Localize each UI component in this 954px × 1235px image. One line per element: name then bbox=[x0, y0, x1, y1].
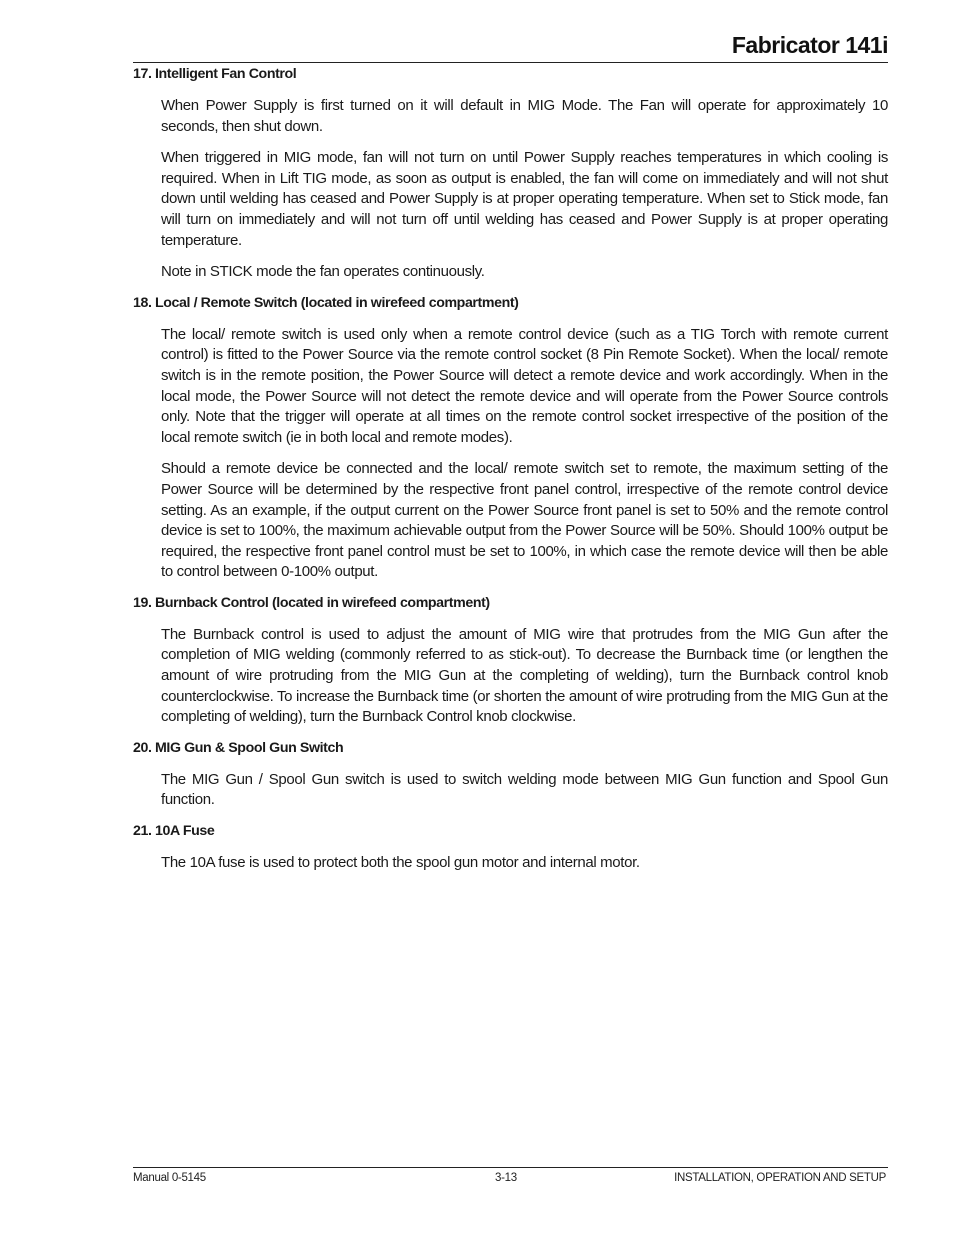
document-body bbox=[133, 64, 888, 884]
footer-section-name: INSTALLATION, OPERATION AND SETUP bbox=[674, 1172, 886, 1184]
header-divider bbox=[133, 62, 888, 63]
section-title: Local / Remote Switch (located in wirefeed compartment) bbox=[155, 294, 519, 311]
paragraph: Note in STICK mode the fan operates continuously. bbox=[161, 263, 485, 281]
paragraph: When triggered in MIG mode, fan will not turn on until Power Supply reaches temperatures in which cooling is required. When in Lift TIG mode, as soon as output is enabled, the fan will come on immediately and will not shut down until welding has ceased and Power Supply is at proper operating temperature. When set to Stick mode, fan will turn on immediately and will not turn off until welding has ceased and Power Supply is at proper operating temperature. bbox=[161, 149, 888, 249]
section-number: 19. bbox=[133, 594, 152, 611]
section-heading bbox=[133, 64, 888, 83]
section-number: 20. bbox=[133, 739, 152, 756]
paragraph: The 10A fuse is used to protect both the spool gun motor and internal motor. bbox=[161, 854, 640, 872]
page-title: Fabricator 141i bbox=[731, 32, 888, 58]
section-title: MIG Gun & Spool Gun Switch bbox=[155, 739, 344, 756]
section-title: Burnback Control (located in wirefeed compartment) bbox=[155, 594, 490, 611]
section-mig-spool-gun-switch bbox=[133, 738, 888, 811]
paragraph: Should a remote device be connected and the local/ remote switch set to remote, the maximum setting of the Power Source will be determined by the respective front panel control, irrespective of the remote control device setting. As an example, if the output current on the Power Source front panel is set to 50% and the remote control device is set to 100%, the maximum achievable output from the Power Source will be 50%. Should 100% output be required, the respective front panel control must be set to 100%, in which case the remote device will then be able to control between 0-100% output. bbox=[161, 460, 888, 581]
section-number: 18. bbox=[133, 294, 152, 311]
section-title: Intelligent Fan Control bbox=[155, 66, 297, 82]
section-heading bbox=[133, 293, 888, 312]
section-number: 21. bbox=[133, 823, 152, 840]
section-number: 17. bbox=[133, 66, 152, 82]
paragraph: The Burnback control is used to adjust the amount of MIG wire that protrudes from the MIG Gun after the completion of MIG welding (commonly referred to as stick-out). To decrease the Burnback time (or lengthen the amount of wire protruding from the MIG Gun at the completing of welding), turn the Burnback control knob counterclockwise. To increase the Burnback time (or shorten the amount of wire protruding from the MIG Gun at the completing of welding), turn the Burnback Control knob clockwise. bbox=[161, 625, 888, 726]
section-heading bbox=[133, 593, 888, 612]
paragraph: The MIG Gun / Spool Gun switch is used to switch welding mode between MIG Gun function and Spool Gun function. bbox=[161, 770, 888, 809]
paragraph: The local/ remote switch is used only when a remote control device (such as a TIG Torch with remote current control) is fitted to the Power Source via the remote control socket (8 Pin Remote Socket). When the local/ remote switch is in the remote position, the Power Source will detect a remote device and work accordingly. When in the local mode, the Power Source will not detect the remote device and will operate from the Power Source controls only. Note that the trigger will operate at all times on the remote control socket irrespective of the position of the local remote switch (ie in both local and remote modes). bbox=[161, 325, 888, 446]
section-title: 10A Fuse bbox=[155, 823, 215, 840]
paragraph: When Power Supply is first turned on it will default in MIG Mode. The Fan will operate for approximately 10 seconds, then shut down. bbox=[161, 97, 888, 135]
footer-divider bbox=[133, 1167, 888, 1168]
section-burnback-control bbox=[133, 593, 888, 728]
section-local-remote-switch bbox=[133, 293, 888, 583]
footer-manual-number: Manual 0-5145 bbox=[133, 1172, 206, 1184]
section-intelligent-fan-control bbox=[133, 64, 888, 283]
footer-page-number: 3-13 bbox=[495, 1172, 517, 1184]
section-heading bbox=[133, 738, 888, 757]
section-10a-fuse bbox=[133, 821, 888, 874]
section-heading bbox=[133, 821, 888, 840]
